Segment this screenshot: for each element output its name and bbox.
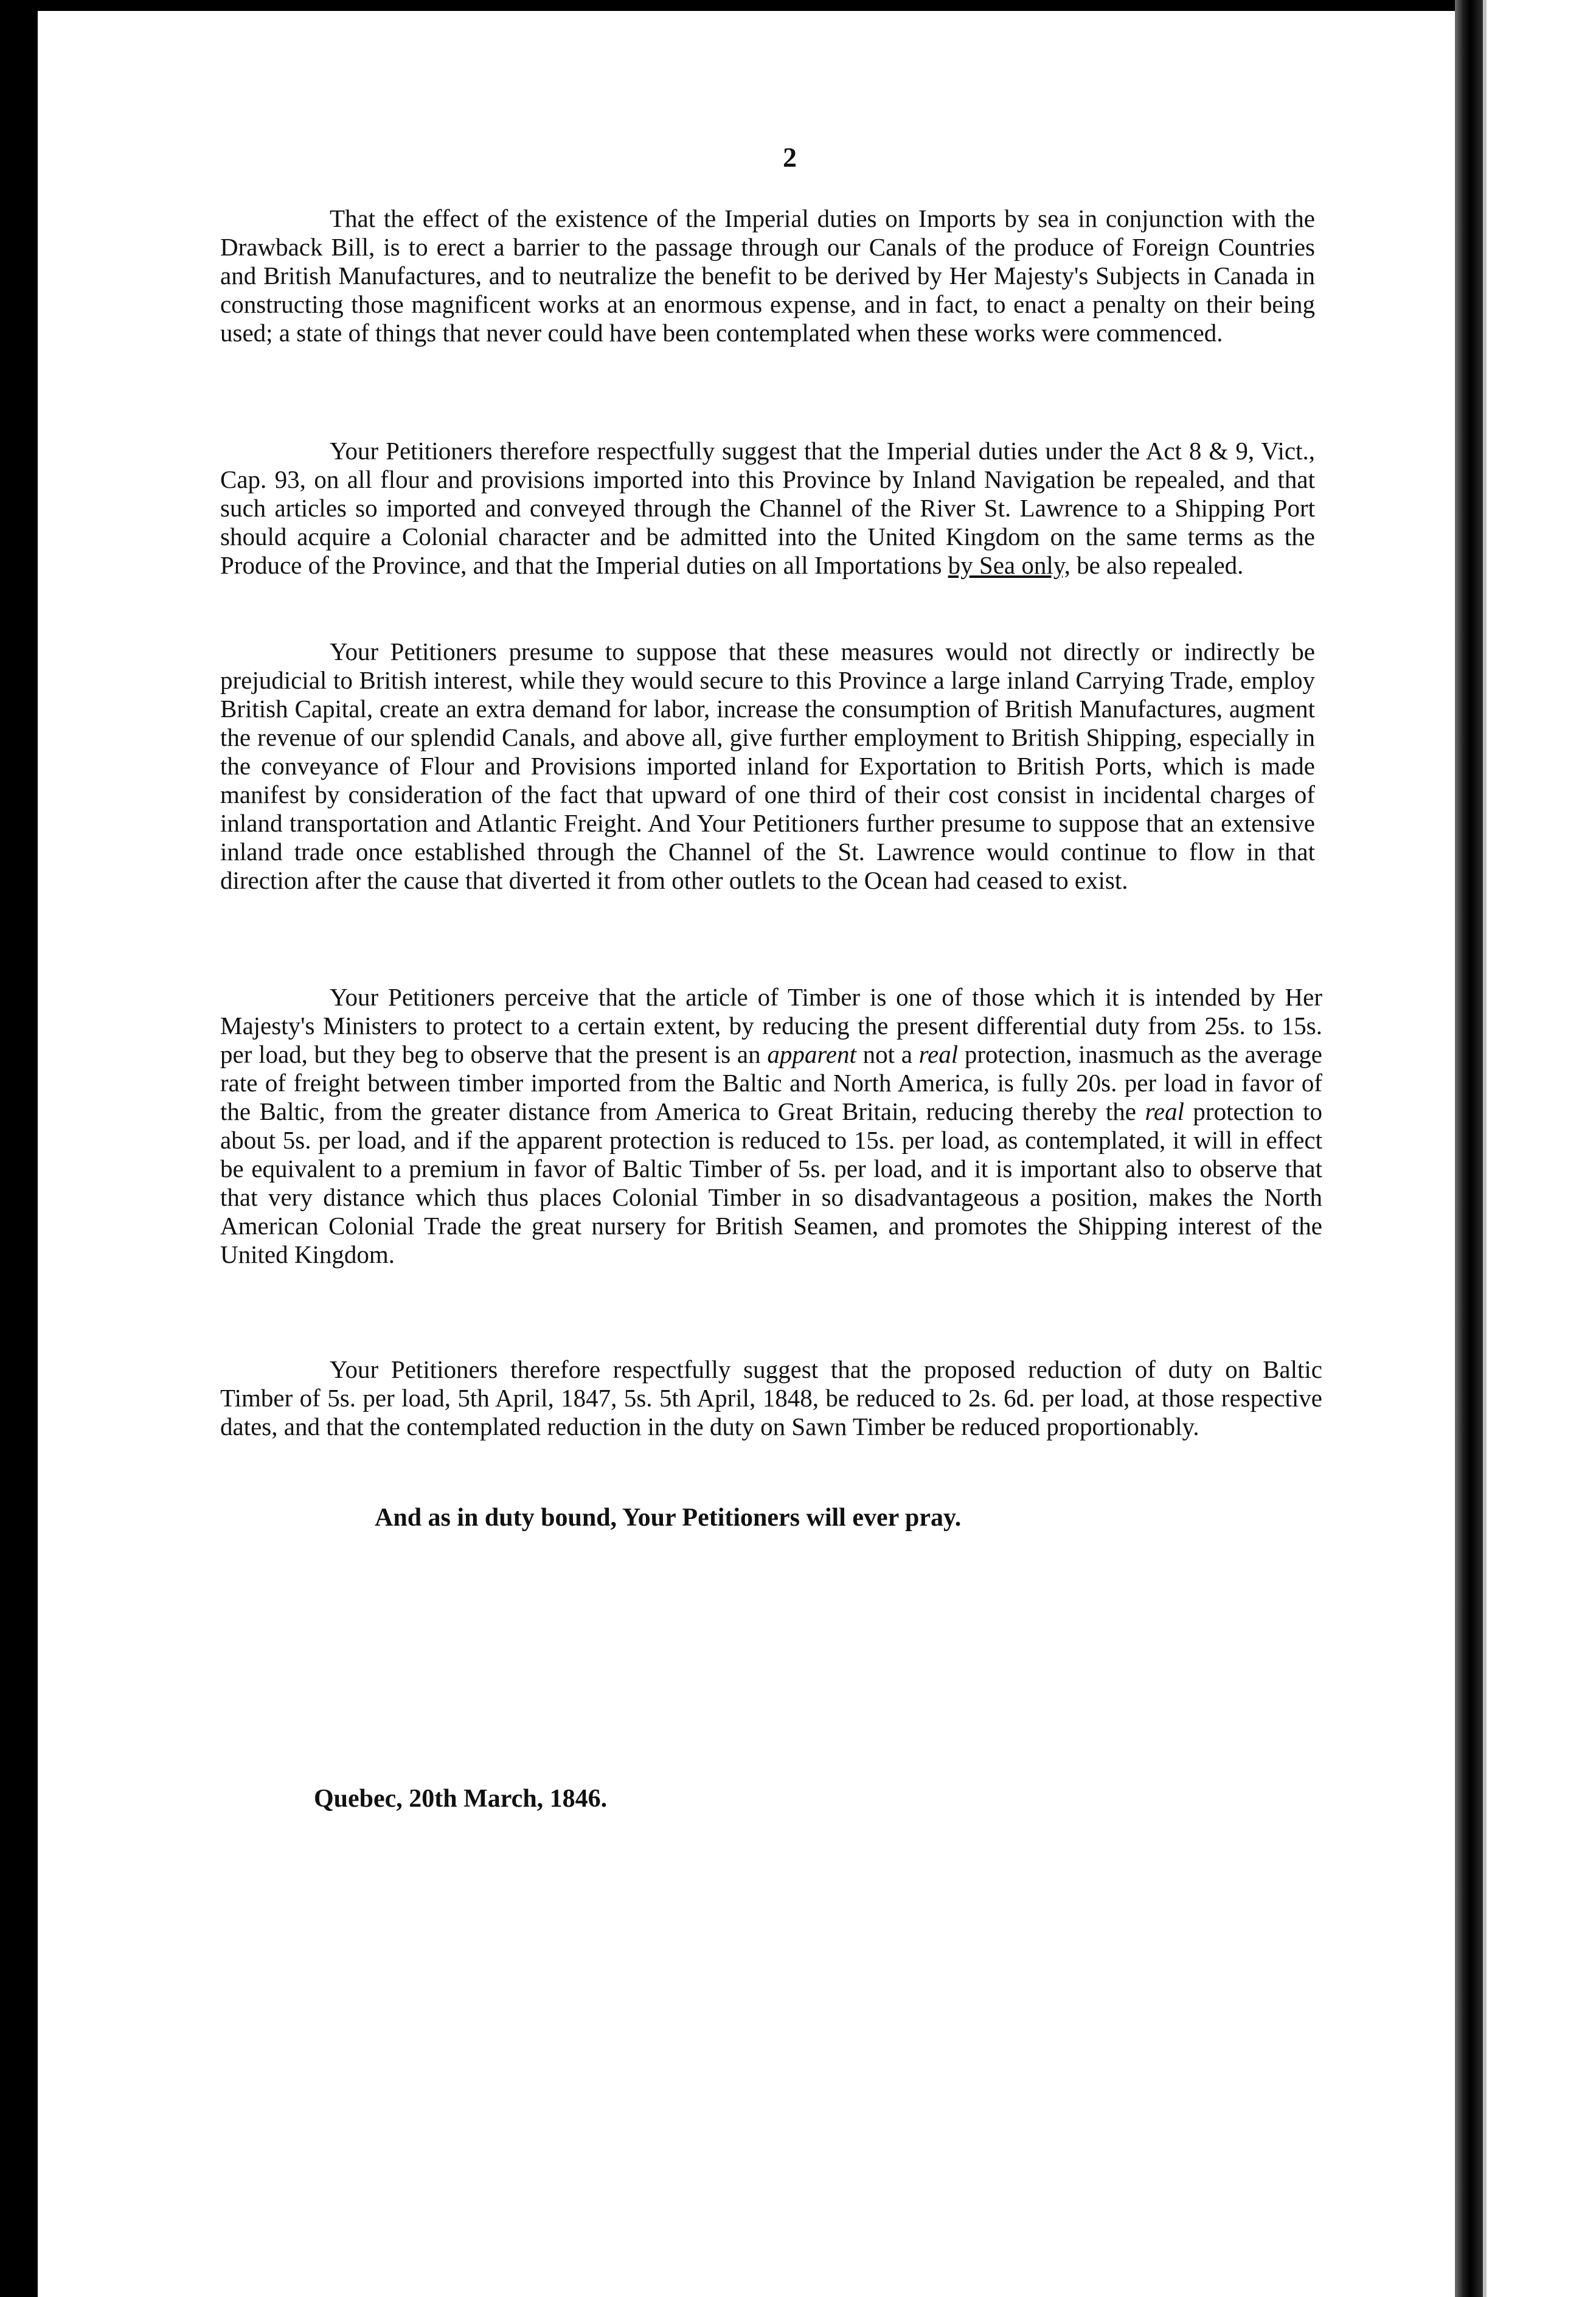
italic-apparent: apparent [767, 1040, 856, 1068]
timber-text-part-1: Your Petitioners perceive that the article of Timber is one of those which it is intended by Her Majesty's Ministers to protect to a certain extent, by reducing the present differential duty from 25s. to 15s. per load, but they beg to observe that the present is an [220, 983, 1322, 1068]
paragraph-baltic-reduction: Your Petitioners therefore respectfully suggest that the proposed reduction of duty on Baltic Timber of 5s. per load, 5th April, 1847, 5s. 5th April, 1848, be reduced to 2s. 6d. per load, at those respective dates, and that the contemplated reduction in the duty on Sawn Timber be reduced proportionably. [220, 1355, 1322, 1440]
paragraph-canals-barrier: That the effect of the existence of the Imperial duties on Imports by sea in conjunction with the Drawback Bill, is to erect a barrier to the passage through our Canals of the produce of Foreign Countries and British Manufactures, and to neutralize the benefit to be derived by Her Majesty's Subjects in Canada in constructing those magnificent works at an enormous expense, and in fact, to enact a penalty on their being used; a state of things that never could have been contemplated when these works were commenced. [220, 204, 1315, 347]
closing-line: And as in duty bound, Your Petitioners will ever pray. [375, 1504, 962, 1532]
dateline: Quebec, 20th March, 1846. [314, 1785, 608, 1813]
paragraph-repeal-duties-text: Your Petitioners therefore respectfully suggest that the Imperial duties under the Act 8 & 9, Vict., Cap. 93, on all flour and provisions imported into this Province by Inland Navigation be repealed, and that such articles so imported and conveyed through the Channel of the River St. Lawrence to a Shipping Port should acquire a Colonial character and be admitted into the United Kingdom on the same terms as the Produce of the Province, and that the Imperial duties on all Importations [220, 437, 1315, 579]
scan-border-left [0, 0, 38, 2297]
paragraph-carrying-trade: Your Petitioners presume to suppose that these measures would not directly or indirectly be prejudicial to British interest, while they would secure to this Province a large inland Carrying Trade, employ British Capital, create an extra demand for labor, increase the consumption of British Manufactures, augment the revenue of our splendid Canals, and above all, give further employment to British Shipping, especially in the conveyance of Flour and Provisions imported inland for Exportation to British Ports, which is made manifest by consideration of the fact that upward of one third of their cost consist in incidental charges of inland transportation and Atlantic Freight. And Your Petitioners further presume to suppose that an extensive inland trade once established through the Channel of the St. Lawrence would continue to flow in that direction after the cause that diverted it from other outlets to the Ocean had ceased to exist. [220, 638, 1315, 894]
paragraph-repeal-duties [220, 437, 1315, 580]
page-number: 2 [783, 142, 797, 173]
italic-real-1: real [918, 1040, 959, 1068]
scan-border-right [1455, 0, 1483, 2297]
timber-text-part-2: not a [856, 1040, 919, 1068]
underlined-sea-only: by Sea only, [948, 551, 1070, 579]
document-page [38, 11, 1455, 2297]
scan-edge-right [1483, 0, 1487, 2297]
scan-border-top [0, 0, 1596, 11]
paragraph-timber-protection [220, 983, 1322, 1269]
italic-real-2: real [1145, 1097, 1184, 1125]
timber-text-part-4: protection to about 5s. per load, and if the apparent protection is reduced to 15s. per load, as contemplated, it will in effect be equivalent to a premium in favor of Baltic Timber of 5s. per load, and it is important also to observe that that very distance which thus places Colonial Timber in so disadvantageous a position, makes the North American Colonial Trade the great nursery for British Seamen, and promotes the Shipping interest of the United Kingdom. [220, 1097, 1322, 1268]
paragraph-repeal-duties-end: be also repealed. [1070, 551, 1244, 579]
scan-margin-right [1483, 0, 1596, 2297]
timber-text-part-3: protection, inasmuch as the average rate of freight between timber imported from the Baltic and North America, is fully 20s. per load in favor of the Baltic, from the greater distance from America to Great Britain, reducing thereby the [220, 1040, 1322, 1125]
